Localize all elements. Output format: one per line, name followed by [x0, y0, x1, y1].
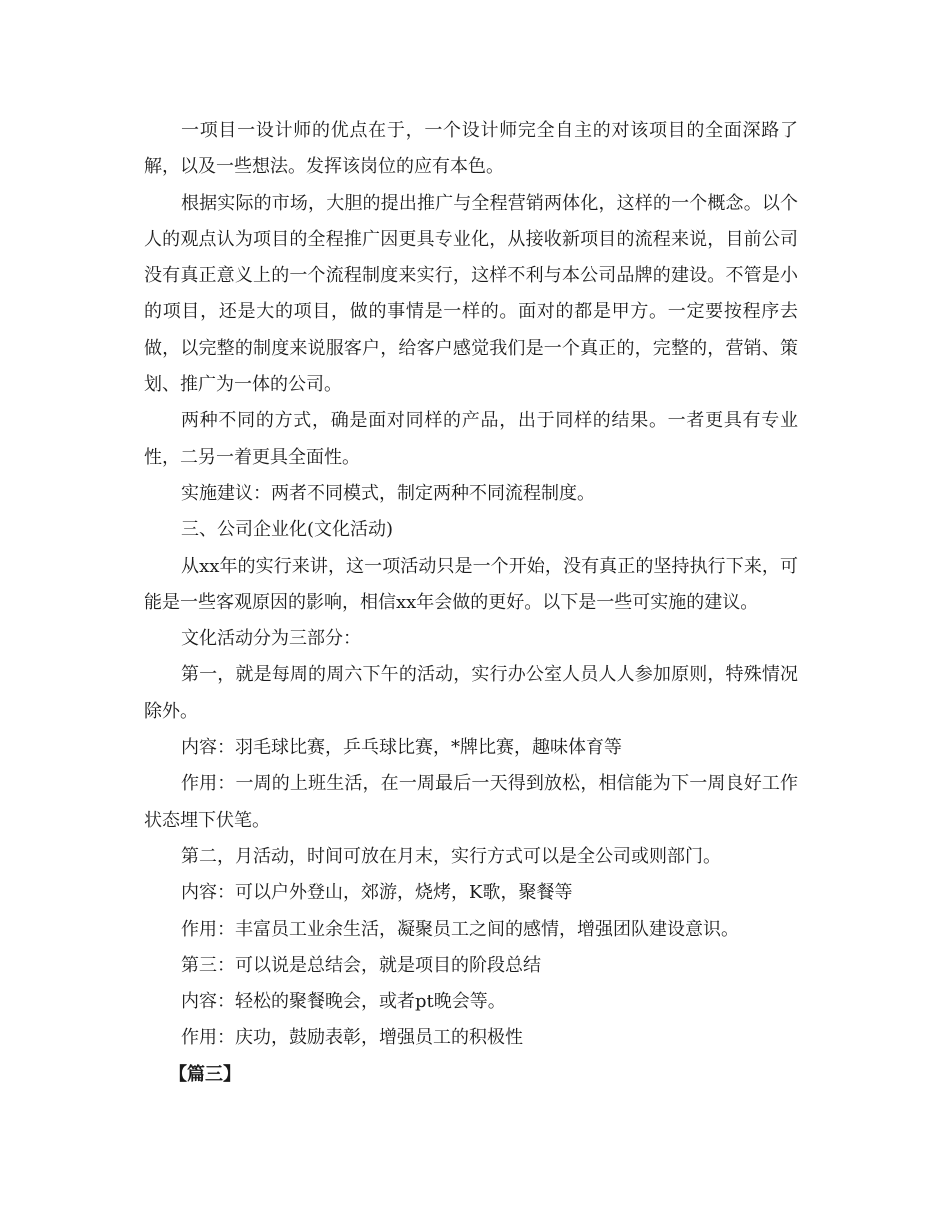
section-heading-part-three: 【篇三】: [169, 1063, 241, 1085]
paragraph-summary-content: 内容：轻松的聚餐晚会，或者pt晚会等。: [181, 991, 506, 1013]
paragraph-weekly-content: 内容：羽毛球比赛，乒乓球比赛，*牌比赛，趣味体育等: [181, 737, 622, 759]
paragraph-three-parts: 文化活动分为三部分：: [181, 628, 361, 650]
paragraph-summary-effect: 作用：庆功，鼓励表彰，增强员工的积极性: [181, 1027, 523, 1049]
paragraph-summary-meeting: 第三：可以说是总结会，就是项目的阶段总结: [181, 954, 541, 976]
paragraph-monthly-content: 内容：可以户外登山，郊游，烧烤，K歌，聚餐等: [181, 882, 573, 904]
paragraph-monthly-activity: 第二，月活动，时间可放在月末，实行方式可以是全公司或则部门。: [181, 845, 721, 867]
document-body: [144, 113, 798, 1093]
paragraph-market-proposal: 根据实际的市场，大胆的提出推广与全程营销两体化，这样的一个概念。以个人的观点认为项目的全程推广因更具专业化，从接收新项目的流程来说，目前公司没有真正意义上的一个流程制度来实行，这样不利与本公司品牌的建设。不管是小的项目，还是大的项目，做的事情是一样的。面对的都是甲方。一定要按程序去做，以完整的制度来说服客户，给客户感觉我们是一个真正的，完整的，营销、策划、推广为一体的公司。: [144, 192, 798, 396]
paragraph-implementation-suggestion: 实施建议：两者不同模式，制定两种不同流程制度。: [181, 482, 595, 504]
paragraph-weekly-activity: 第一，就是每周的周六下午的活动，实行办公室人员人人参加原则，特殊情况除外。: [144, 664, 798, 722]
paragraph-activity-history: 从xx年的实行来讲，这一项活动只是一个开始，没有真正的坚持执行下来，可能是一些客观原因的影响，相信xx年会做的更好。以下是一些可实施的建议。: [144, 555, 798, 613]
paragraph-weekly-effect: 作用：一周的上班生活，在一周最后一天得到放松，相信能为下一周良好工作状态埋下伏笔。: [144, 773, 798, 831]
paragraph-monthly-effect: 作用：丰富员工业余生活，凝聚员工之间的感情，增强团队建设意识。: [181, 918, 739, 940]
section-heading-culture-activities: 三、公司企业化(文化活动): [181, 519, 394, 541]
paragraph-designer-advantage: 一项目一设计师的优点在于，一个设计师完全自主的对该项目的全面深路了解，以及一些想法。发挥该岗位的应有本色。: [144, 120, 798, 178]
paragraph-two-methods: 两种不同的方式，确是面对同样的产品，出于同样的结果。一者更具有专业性，二另一着更具全面性。: [144, 410, 798, 468]
